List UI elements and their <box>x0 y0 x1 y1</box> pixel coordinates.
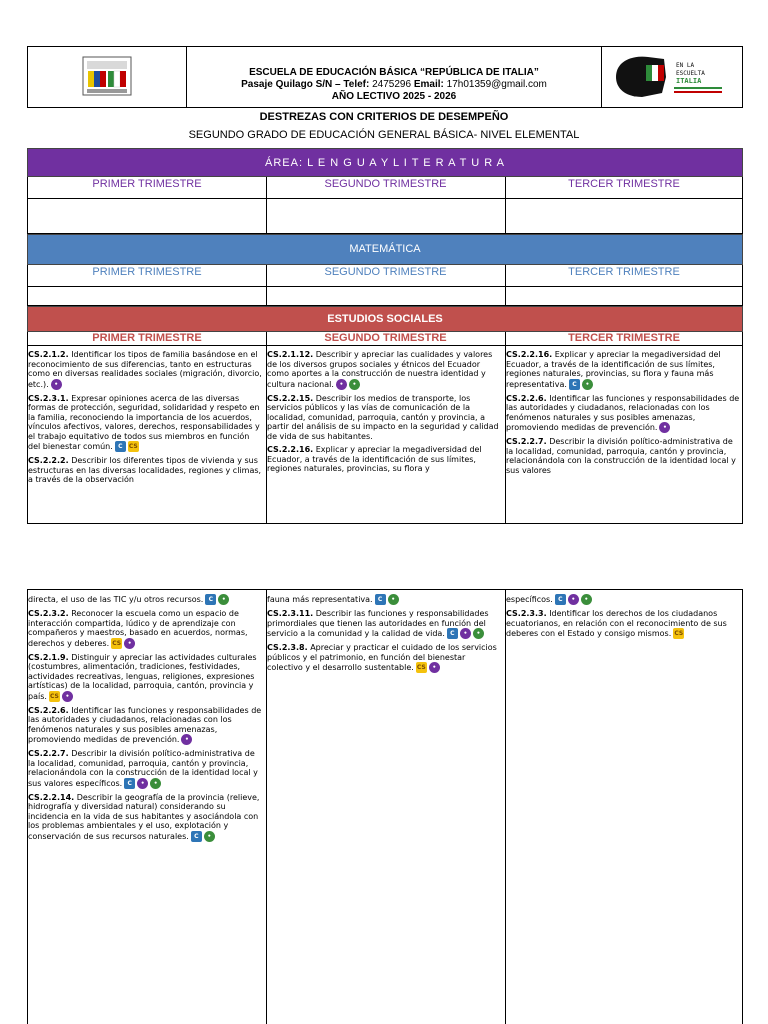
competency-c-icon: C <box>115 441 126 452</box>
competency-e-icon: • <box>473 628 484 639</box>
competency-e-icon: • <box>581 594 592 605</box>
skill-text: Explicar y apreciar la megadiversidad del Ecuador, a través de la identificación de sus límites, regiones naturales, provincias, su flora y <box>267 445 482 473</box>
skill-text: fauna más representativa. <box>267 595 373 604</box>
sociales-p1-col2 <box>267 350 503 522</box>
skill-text: Explicar y apreciar la megadiversidad del Ecuador, a través de la identificación de sus límites, regiones naturales, provincias, su flora y fauna más representativa. <box>506 350 721 389</box>
skill-item <box>506 594 740 605</box>
school-year: AÑO LECTIVO 2025 - 2026 <box>331 91 457 102</box>
skill-text: Describir las funciones y responsabilidades primordiales que tienen las autoridades en función del servicio a la comunidad y la calidad de vida. <box>267 609 489 638</box>
skill-code: CS.2.1.9. <box>28 652 69 662</box>
competency-cs-icon: CS <box>674 630 684 637</box>
school-logo-left <box>28 47 187 107</box>
competency-c-icon: C <box>375 594 386 605</box>
matematica-segundo-trimestre: SEGUNDO TRIMESTRE <box>324 266 447 278</box>
skill-item <box>28 706 264 746</box>
email-address: 17h01359@gmail.com <box>446 79 547 90</box>
area-matematica-header: MATEMÁTICA <box>27 234 743 265</box>
skill-text: Identificar las funciones y responsabilidades de las autoridades y ciudadanos, relacionadas con los fenómenos naturales y sus posibles amenazas, promoviendo medidas de prevención. <box>28 705 262 744</box>
competency-g-icon: • <box>429 662 440 673</box>
skill-text: directa, el uso de las TIC y/u otros recursos. <box>28 595 204 604</box>
skill-item <box>506 437 740 475</box>
italia-logo-icon <box>602 47 742 107</box>
skill-text: Apreciar y practicar el cuidado de los servicios públicos y el patrimonio, en función del bienestar colectivo y el desarrollo sustentable. <box>267 643 497 672</box>
competency-c-icon: C <box>555 594 566 605</box>
address-label: Pasaje Quilago S/N – Telef: <box>241 79 370 90</box>
competency-g-icon: • <box>124 638 135 649</box>
skill-code: CS.2.3.11. <box>267 609 314 618</box>
skill-item <box>506 350 740 390</box>
skill-text: Describir los diferentes tipos de vivienda y sus estructuras en las diversas localidades, regiones y climas, a través de la observación <box>28 456 262 484</box>
skill-text: Identificar los tipos de familia basándose en el reconocimiento de sus diferencias, tanto en estructuras como en diversas realidades sociales (migración, divorcio, etc.). <box>28 350 262 389</box>
document-subtitle: SEGUNDO GRADO DE EDUCACIÓN GENERAL BÁSICA- NIVEL ELEMENTAL <box>188 129 580 141</box>
sociales-p2-col3 <box>506 594 740 1022</box>
skill-text: Distinguir y apreciar las actividades culturales (costumbres, alimentación, tradiciones, festividades, actividades recreativas, lenguas, religiones, expresiones artísticas) de la localidad, parroquia, cantón, provincia y país. <box>28 652 257 701</box>
skill-code: CS.2.2.14. <box>28 792 75 802</box>
logo-text-line3: ITALIA <box>676 77 702 85</box>
competency-g-icon: • <box>659 422 670 433</box>
logo-text-line2: ESCUELTA <box>676 70 705 77</box>
sociales-primer-trimestre: PRIMER TRIMESTRE <box>92 332 202 344</box>
skill-item <box>28 749 264 789</box>
competency-c-icon: C <box>191 831 202 842</box>
competency-e-icon: • <box>582 379 593 390</box>
matematica-primer-trimestre: PRIMER TRIMESTRE <box>92 266 202 278</box>
skill-item <box>28 609 264 649</box>
skill-code: CS.2.1.12. <box>267 350 314 359</box>
lengua-segundo-trimestre: SEGUNDO TRIMESTRE <box>324 178 447 190</box>
competency-g-icon: • <box>460 628 471 639</box>
skill-text: Describir la división político-administrativa de la localidad, comunidad, parroquia, cantón y provincia, relacionándola con la construcción de la identidad local y sus valores <box>506 437 736 475</box>
skill-text: Describir y apreciar las cualidades y valores de los diversos grupos sociales y étnicos del Ecuador como aportes a la construcción de nuestra identidad y cultura nacional. <box>267 350 493 389</box>
school-logo-right <box>601 47 742 107</box>
skill-item <box>506 394 740 434</box>
skill-code: CS.2.2.7. <box>506 437 547 446</box>
skill-item <box>267 394 503 442</box>
competency-e-icon: • <box>218 594 229 605</box>
sociales-p1-col1 <box>28 350 264 522</box>
competency-cs-icon: CS <box>112 639 122 647</box>
competency-g-icon: • <box>137 778 148 789</box>
document-header <box>27 46 743 108</box>
sociales-p2-col2 <box>267 594 503 1022</box>
skill-item <box>28 594 264 605</box>
skill-code: CS.2.2.16. <box>506 350 553 359</box>
skill-code: CS.2.2.6. <box>28 705 69 715</box>
competency-e-icon: • <box>349 379 360 390</box>
skill-code: CS.2.2.6. <box>506 393 547 403</box>
competency-g-icon: • <box>568 594 579 605</box>
competency-c-icon: C <box>569 379 580 390</box>
competency-e-icon: • <box>388 594 399 605</box>
skill-item <box>28 394 264 453</box>
school-crest-icon <box>28 47 186 107</box>
matematica-tercer-trimestre: TERCER TRIMESTRE <box>568 266 680 278</box>
skill-item <box>267 643 503 673</box>
skill-code: CS.2.3.2. <box>28 609 69 618</box>
competency-g-icon: • <box>62 691 73 702</box>
lengua-primer-trimestre: PRIMER TRIMESTRE <box>92 178 202 190</box>
sociales-segundo-trimestre: SEGUNDO TRIMESTRE <box>324 332 447 344</box>
skill-code: CS.2.3.1. <box>28 393 69 403</box>
skill-text: Expresar opiniones acerca de las diversas formas de protección, seguridad, solidaridad y respeto en la familia, reconociendo la importancia de los acuerdos, vínculos afectivos, valores, derechos, responsabilidades y el trabajo equitativo de todos sus miembros en función del bienestar común. <box>28 393 260 451</box>
competency-c-icon: C <box>447 628 458 639</box>
area-lengua-header: ÁREA: L E N G U A Y L I T E R A T U R A <box>27 148 743 177</box>
skill-item <box>28 456 264 485</box>
competency-g-icon: • <box>336 379 347 390</box>
competency-g-icon: • <box>51 379 62 390</box>
competency-e-icon: • <box>150 778 161 789</box>
skill-text: Identificar las funciones y responsabilidades de las autoridades y ciudadanos, relacionadas con los fenómenos naturales y sus posibles amenazas, promoviendo medidas de prevención. <box>506 393 740 432</box>
skill-item <box>267 594 503 605</box>
competency-cs-icon: CS <box>50 692 59 700</box>
skill-item <box>267 350 503 390</box>
skill-text: Describir la geografía de la provincia (relieve, hidrografía y diversidad natural) considerando su incidencia en la vida de sus habitantes y asociándola con los problemas ambientales y el uso, explotación y conservación de sus recursos naturales. <box>28 792 260 841</box>
skill-text: Reconocer la escuela como un espacio de interacción compartida, lúdico y de aprendizaje con compañeros y maestros, basado en acuerdos, normas, derechos y deberes. <box>28 609 248 648</box>
area-sociales-header: ESTUDIOS SOCIALES <box>27 306 743 332</box>
skill-item <box>267 609 503 639</box>
competency-c-icon: C <box>205 594 216 605</box>
competency-e-icon: • <box>204 831 215 842</box>
skill-code: CS.2.3.8. <box>267 643 308 652</box>
sociales-p1-col3 <box>506 350 740 522</box>
skill-code: CS.2.3.3. <box>506 609 547 618</box>
skill-code: CS.2.2.7. <box>28 749 69 758</box>
competency-cs-icon: CS <box>416 664 426 671</box>
skill-text: específicos. <box>506 595 553 604</box>
email-label: Email: <box>413 79 444 90</box>
skill-code: CS.2.2.15. <box>267 393 314 403</box>
lengua-grid <box>27 177 743 234</box>
competency-cs-icon: CS <box>128 443 138 450</box>
sociales-tercer-trimestre: TERCER TRIMESTRE <box>568 332 680 344</box>
competency-g-icon: • <box>181 734 192 745</box>
skill-text: Describir la división político-administrativa de la localidad, comunidad, parroquia, cantón y provincia, relacionándola con la construcción de la identidad local y sus valores específicos. <box>28 749 258 788</box>
school-name: ESCUELA DE EDUCACIÓN BÁSICA “REPÚBLICA DE ITALIA” <box>249 67 539 78</box>
skill-item <box>28 793 264 842</box>
header-school-info <box>186 47 602 107</box>
skill-text: Describir los medios de transporte, los servicios públicos y las vías de comunicación de la localidad, comunidad, parroquia, cantón y provincia, a partir del análisis de su impacto en la seguridad y calidad de vida de sus habitantes. <box>267 393 499 441</box>
skill-item <box>506 609 740 639</box>
sociales-p2-col1 <box>28 594 264 1022</box>
skill-code: CS.2.2.2. <box>28 456 69 465</box>
skill-code: CS.2.2.16. <box>267 445 314 454</box>
document-title: DESTREZAS CON CRITERIOS DE DESEMPEÑO <box>259 111 509 123</box>
competency-c-icon: C <box>124 778 135 789</box>
lengua-tercer-trimestre: TERCER TRIMESTRE <box>568 178 680 190</box>
phone-number: 2475296 <box>372 79 412 90</box>
skill-item <box>267 445 503 474</box>
logo-text-line1: EN LA <box>676 62 695 69</box>
skill-item <box>28 350 264 390</box>
skill-text: Identificar los derechos de los ciudadanos ecuatorianos, en relación con el reconocimiento de sus deberes con el Estado y consigo mismos. <box>506 609 727 638</box>
skill-item <box>28 653 264 702</box>
skill-code: CS.2.1.2. <box>28 350 69 359</box>
